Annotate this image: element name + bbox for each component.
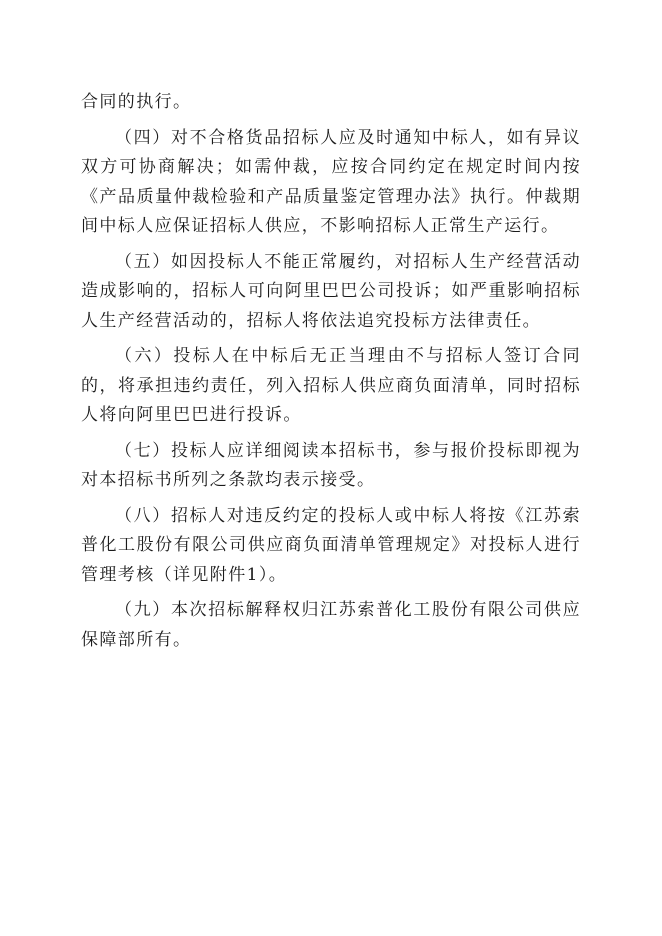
paragraph-clause-8: （八）招标人对违反约定的投标人或中标人将按《江苏索普化工股份有限公司供应商负面清单管理规定》对投标人进行管理考核（详见附件1）。 xyxy=(81,505,581,585)
paragraph-clause-4: （四）对不合格货品招标人应及时通知中标人，如有异议双方可协商解决；如需仲裁，应按合同约定在规定时间内按《产品质量仲裁检验和产品质量鉴定管理办法》执行。仲裁期间中标人应保证招标人供应，不影响招标人正常生产运行。 xyxy=(81,127,581,236)
document-body xyxy=(81,88,581,661)
paragraph-clause-5: （五）如因投标人不能正常履约，对招标人生产经营活动造成影响的，招标人可向阿里巴巴公司投诉；如严重影响招标人生产经营活动的，招标人将依法追究投标方法律责任。 xyxy=(81,251,581,331)
paragraph-clause-7: （七）投标人应详细阅读本招标书，参与报价投标即视为对本招标书所列之条款均表示接受。 xyxy=(81,440,581,490)
paragraph-clause-9: （九）本次招标解释权归江苏索普化工股份有限公司供应保障部所有。 xyxy=(81,600,581,650)
paragraph-continuation: 合同的执行。 xyxy=(81,92,192,112)
paragraph-clause-6: （六）投标人在中标后无正当理由不与招标人签订合同的，将承担违约责任，列入招标人供应商负面清单，同时招标人将向阿里巴巴进行投诉。 xyxy=(81,346,581,425)
